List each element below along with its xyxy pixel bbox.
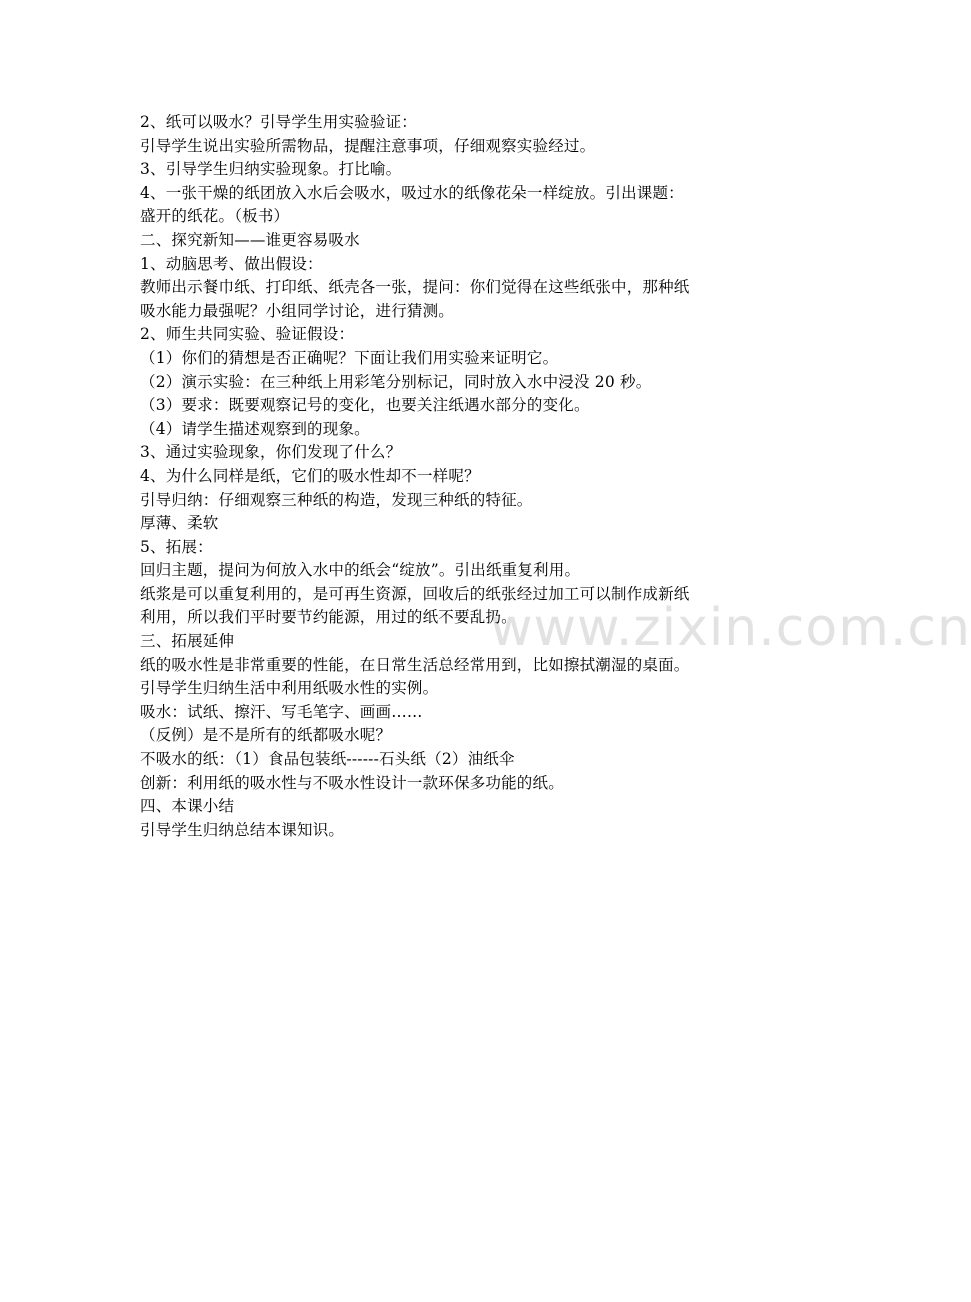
text-line: 教师出示餐巾纸、打印纸、纸壳各一张，提问：你们觉得在这些纸张中，那种纸 — [140, 278, 690, 297]
text-line: 厚薄、柔软 — [140, 514, 219, 533]
text-line: 2、纸可以吸水？引导学生用实验验证： — [140, 113, 417, 131]
text-line: 2、师生共同实验、验证假设： — [140, 325, 355, 344]
text-line: 回归主题，提问为何放入水中的纸会“绽放”。引出纸重复利用。 — [140, 561, 581, 580]
text-line: （2）演示实验：在三种纸上用彩笔分别标记，同时放入水中浸没 20 秒。 — [140, 372, 652, 391]
text-line: （3）要求：既要观察记号的变化，也要关注纸遇水部分的变化。 — [140, 396, 590, 415]
text-line: 纸的吸水性是非常重要的性能，在日常生活总经常用到，比如擦拭潮湿的桌面。 — [140, 655, 690, 674]
text-line: 吸水：试纸、擦汗、写毛笔字、画画…… — [140, 702, 423, 721]
text-line: 4、为什么同样是纸，它们的吸水性却不一样呢？ — [140, 466, 480, 485]
section-heading: 二、探究新知——谁更容易吸水 — [140, 230, 360, 249]
text-line: 纸浆是可以重复利用的，是可再生资源，回收后的纸张经过加工可以制作成新纸 — [140, 584, 690, 603]
text-line: 引导归纳：仔细观察三种纸的构造，发现三种纸的特征。 — [140, 490, 533, 509]
text-line: 不吸水的纸：（1）食品包装纸------石头纸（2）油纸伞 — [140, 750, 515, 769]
section-heading: 四、本课小结 — [140, 797, 235, 816]
text-line: 引导学生说出实验所需物品，提醒注意事项，仔细观察实验经过。 — [140, 136, 596, 155]
text-line: 5、拓展： — [140, 537, 213, 556]
text-line: 1、动脑思考、做出假设： — [140, 254, 323, 273]
text-line: 创新：利用纸的吸水性与不吸水性设计一款环保多功能的纸。 — [140, 773, 564, 792]
text-line: 4、一张干燥的纸团放入水后会吸水，吸过水的纸像花朵一样绽放。引出课题： — [140, 183, 684, 202]
text-line: 3、通过实验现象，你们发现了什么？ — [140, 443, 402, 462]
document-body — [140, 111, 800, 842]
text-line: 引导学生归纳生活中利用纸吸水性的实例。 — [140, 679, 439, 698]
text-line: （反例）是不是所有的纸都吸水呢？ — [140, 726, 392, 745]
watermark: www.zixin.com.cn — [490, 598, 971, 658]
text-line: （4）请学生描述观察到的现象。 — [140, 419, 370, 438]
text-line: （1）你们的猜想是否正确呢？下面让我们用实验来证明它。 — [140, 348, 559, 367]
text-line: 利用，所以我们平时要节约能源，用过的纸不要乱扔。 — [140, 608, 517, 627]
section-heading: 三、拓展延伸 — [140, 632, 235, 651]
text-line: 引导学生归纳总结本课知识。 — [140, 820, 345, 839]
text-line: 盛开的纸花。（板书） — [140, 207, 290, 226]
text-line: 吸水能力最强呢？小组同学讨论，进行猜测。 — [140, 301, 455, 320]
text-line: 3、引导学生归纳实验现象。打比喻。 — [140, 160, 402, 179]
